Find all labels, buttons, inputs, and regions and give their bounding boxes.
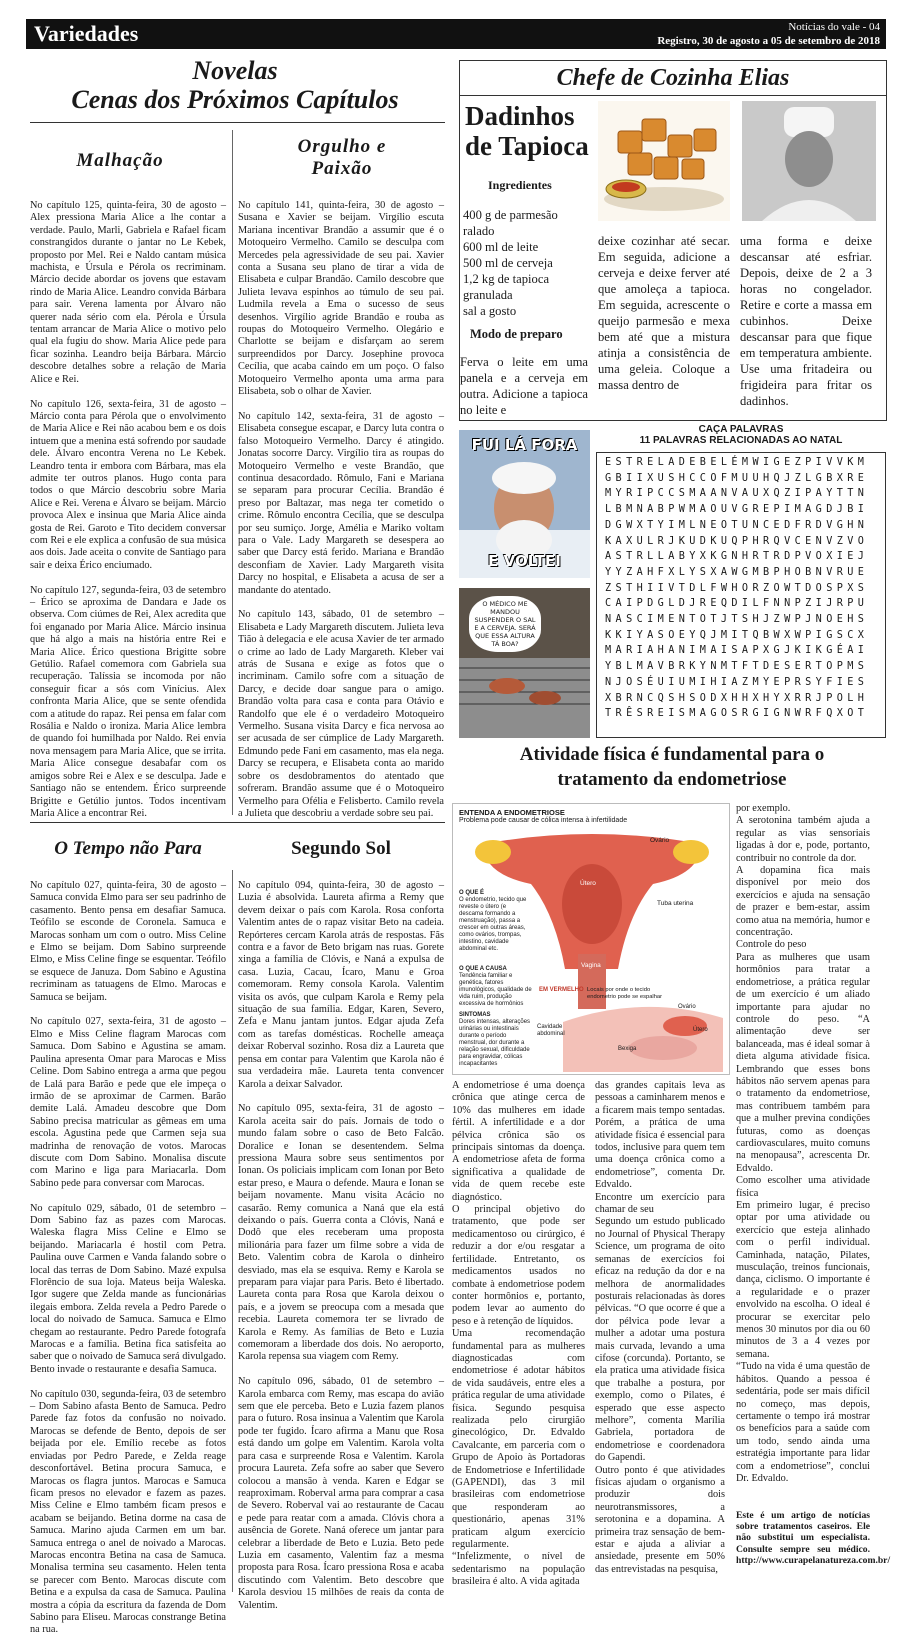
wordsearch-row: ZSTHIIVTDLFWHORZOWTDOSPXS bbox=[605, 582, 869, 594]
fig-bexiga: Bexiga bbox=[618, 1046, 637, 1052]
wordsearch-title: CAÇA PALAVRAS bbox=[698, 424, 784, 435]
wordsearch-heading bbox=[596, 424, 886, 446]
fig-ovario: Ovário bbox=[650, 837, 670, 844]
wordsearch-row: CAIPDGLDJREQDILFNNPZIJRPU bbox=[605, 598, 869, 610]
endo-title-line2: tratamento da endometriose bbox=[557, 769, 787, 790]
fig-oque-block bbox=[459, 890, 529, 953]
fig-vagina: Vagina bbox=[581, 962, 601, 969]
endo-title bbox=[452, 742, 892, 792]
wordsearch-subtitle: 11 PALAVRAS RELACIONADAS AO NATAL bbox=[639, 435, 843, 446]
orgulho-title bbox=[238, 136, 446, 180]
chef-box bbox=[459, 60, 887, 421]
novelas-title bbox=[30, 56, 440, 114]
wordsearch-row: KKIYASOEYQJMITQBWXWPIGSCX bbox=[605, 629, 869, 641]
endo-title-line1: Atividade física é fundamental para o bbox=[519, 744, 825, 765]
wordsearch-row: NASCIMENTOTJTSHJZWPJNOEHS bbox=[605, 614, 869, 626]
issue-date: Registro, 30 de agosto a 05 de setembro de 2018 bbox=[657, 35, 880, 47]
fig-locais: Locais por onde o tecido endometrio pode se espalhar bbox=[587, 987, 663, 1000]
endo-footnote: Este é um artigo de notícias sobre tratamentos caseiros. Ele não substitui um especialista. Consulte sempre seu médico. http://www.curapelanatureza.com.br/ bbox=[736, 1510, 891, 1566]
wordsearch-row: ASTRLLABYXKGNHRTRDPVOXIEJ bbox=[605, 551, 869, 563]
fig-tuba: Tuba uterina bbox=[657, 900, 694, 907]
orgulho-text: No capítulo 141, quinta-feira, 30 de agosto – Susana e Xavier se beijam. Virgílio escuta Mariana incentivar Brandão a assumir que é o Motoqueiro Vermelho. Camilo se desculpa com Mercedes pela agressividade de seu pai. Xavier conta a Susana seu plano de tirar a vida de Elisabeta e culpar Brandão. Camilo descobre que Julieta levava espinhos ao túmulo de seu pai. Ludmila revela a Ema o sucesso de seus desenhos. Virgílio agride Brandão e rouba as roupas do Motoqueiro Vermelho. Olegário e Charlotte se beijam e disfarçam ao serem surpreendidos por Darcy. Josephine provoca Cecília, que acaba caindo em um poço. O falso Motoqueiro Vermelho aponta uma arma para Elisabeta, sob o olhar de Xavier. No capítulo 142, sexta-feira, 31 de agosto – Elisabeta consegue escapar, e Darcy luta contra o falso Motoqueiro Vermelho. Darcy é atingido. Jonatas socorre Darcy. Virgílio tira as roupas do Motoqueiro Vermelho e veste Brandão, que continua desacordado. Rômulo, Fani e Mariana se separam para procurar Cecília. Brandão é preso por Baltazar, mas nega ter cometido o crime. Rômulo encontra Cecília, que se desculpa por seu sumiço. Jorge, Amélia e Mariko voltam para o Vale. Lady Margareth se desespera ao saber que Darcy está ferido. Mariana e Brandão desconfiam de Xavier. Lady Margareth visita Darcy no hospital, e Elisabeta a acusa de ser a mandante do atentado. No capítulo 143, sábado, 01 de setembro – Elisabeta e Lady Margareth discutem. Julieta leva Tião à delegacia e ele acusa Xavier de ter armado o crime ao lado de Lady Margareth. Kleber vai atrás de Susana e exige as fotos que o incriminam. Camilo sofre com a situação de Darcy, e decide doar sangue para o amigo. Brandão volta para casa e conta para Otávio e Randolfo que ele é o verdadeiro Motoqueiro Vermelho. Susana visita Darcy e fica nervosa ao ser acusada de ser cúmplice de Lady Margareth. Edmundo pede Fani em casamento, mas ela nega. Darcy se recupera, e Elisabeta conta ao marido sobre os desdobramentos do atentado que sofreram. Brandão assume que é o Motoqueiro Vermelho para Ofélia e Felisberto. Camilo revela a Julieta que descobriu a verdade sobre seu pai. bbox=[238, 200, 444, 819]
tapioca-photo bbox=[598, 101, 730, 221]
recipe-title bbox=[465, 101, 589, 161]
novelas-title-line2: Cenas dos Próximos Capítulos bbox=[71, 85, 399, 114]
fig-ovario-2: Ovário bbox=[678, 1004, 696, 1010]
wordsearch-row: XBRNCQSHSODXHHXHYXRRJPOLH bbox=[605, 692, 869, 704]
wordsearch-grid bbox=[596, 452, 886, 738]
endo-figure bbox=[452, 803, 730, 1075]
method-col1: Ferva o leite em uma panela e a cerveja em outra. Adicione a tapioca no leite e bbox=[460, 355, 588, 417]
method-col3: uma forma e deixe descansar até esfriar. Depois, deixe de 2 a 3 horas no congelador. Retire e corte a massa em cubinhos. Deixe descansar para que fique em temperatura ambiente. Use uma fritadeira ou frigideira para fritar os dadinhos. bbox=[740, 234, 872, 408]
col-divider-2 bbox=[232, 870, 233, 1592]
recipe-title-line2: de Tapioca bbox=[465, 131, 589, 161]
wordsearch-row: LBMNABPWMAOUVGREPIMAGDJBI bbox=[605, 504, 869, 516]
fig-title: ENTENDA A ENDOMETRIOSE bbox=[459, 808, 565, 817]
chef-photo bbox=[742, 101, 876, 221]
endo-col1: A endometriose é uma doença crônica que atinge cerca de 10% das mulheres em idade fértil. A infertilidade e a dor pélvica crônica são os principais sintomas da doença. A endometriose afeta de forma significativa a qualidade de vida de quem recebe este diagnóstico. O principal objetivo do tratamento, que pode ser medicamentoso ou cirúrgico, é reduzir a dor e/ou resgatar a fertilidade. Entretanto, os medicamentos usados no combate à endometriose podem conter hormônios e, portanto, podem levar ao aumento do peso e à retenção de líquidos. Uma recomendação fundamental para as mulheres diagnosticadas com endometriose é adotar hábitos de vida saudáveis, entre eles a prática regular de uma atividade física. Segundo pesquisa realizada pelo cirurgião ginecológico, Dr. Edvaldo Cavalcante, em parceria com o Grupo de Apoio às Portadoras de Endometriose e Infertilidade (GAPENDI), das 3 mil brasileiras com endometriose que responderam ao questionário, apenas 31% praticam algum exercício regularmente. “Infelizmente, o nível de sedentarismo na população brasileira é alto. A vida agitada bbox=[452, 1080, 585, 1588]
orgulho-title-line1: Orgulho e bbox=[297, 136, 387, 157]
wordsearch-row: YBLMAVBRKYNMTFTDESERTOPMS bbox=[605, 661, 869, 673]
section-header bbox=[26, 19, 886, 49]
fig-causa-heading: O QUE A CAUSA bbox=[459, 966, 507, 972]
fig-oque-heading: O QUE É bbox=[459, 890, 485, 896]
recipe-title-line1: Dadinhos bbox=[465, 101, 575, 131]
tempo-title: O Tempo não Para bbox=[54, 838, 202, 859]
chef-rule bbox=[460, 95, 886, 96]
mid-rule bbox=[30, 822, 445, 823]
wordsearch-row: DGWXTYIMLNEOTUNCEDFRDVGHN bbox=[605, 519, 869, 531]
ingredients-list: 400 g de parmesão ralado 600 ml de leite 500 ml de cerveja 1,2 kg de tapioca granulada sal a gosto bbox=[463, 208, 558, 318]
method-col2: deixe cozinhar até secar. Em seguida, adicione a cerveja e deixe ferver até que amoleça a tapioca. Em seguida, acrescente o queijo parmesão e mexa bem até que a mistura atinja a consistência de uma geleia. Coloque a massa dentro de bbox=[598, 234, 730, 392]
wordsearch-rows bbox=[605, 455, 885, 722]
fig-utero: Útero bbox=[580, 880, 596, 887]
malhacao-title: Malhação bbox=[76, 150, 164, 171]
fig-sint-heading: SINTOMAS bbox=[459, 1012, 491, 1018]
meme2-bubble: O MÉDICO ME MANDOU SUSPENDER O SAL E A CERVEJA. SERÁ QUE ESSA ALTURA TÁ BOA? bbox=[469, 596, 541, 652]
meme-bbq bbox=[459, 588, 590, 738]
fig-utero-2: Útero bbox=[693, 1027, 708, 1033]
title-rule bbox=[30, 122, 445, 123]
novelas-title-line1: Novelas bbox=[192, 56, 278, 85]
meme1-top: FUI LÁ FORA bbox=[471, 436, 578, 454]
wordsearch-row: ESTRELADEBELÉMWIGEZPIVVKM bbox=[605, 457, 869, 468]
method-label: Modo de preparo bbox=[470, 327, 563, 341]
meme1-bottom: E VOLTEI bbox=[488, 552, 561, 570]
tempo-text: No capítulo 027, quinta-feira, 30 de agosto – Samuca convida Elmo para ser seu padrinho de casamento. Bento pensa em desafiar Samuca. Teófilo se esconde de Coronela. Samuca e Marocas sonham um com o outro. Miss Celine e Elmo se beijam. Dom Sabino surpreende Elmo, e Miss Celine finge se esquentar. Teófilo se esquece de Januza. Dom Sabino e Agustina recriminam as tatuagens de Elmo. Marocas e Samuca se beijam. No capítulo 027, sexta-feira, 31 de agosto – Elmo e Miss Celine flagram Marocas com Samuca. Dom Sabino e Agustina se amam. Paulina apresenta Omar para Marocas e Miss Celine. Dom Sabino entrega a arma que pegou de Lalá para Barão e pede que ele impeça o irmão de se aproximar de Carmen. Barão demite Lalá. Amadeu descobre que Dom Sabino precisa matricular as gêmeas em uma escola. Agustina pede que Carmen seja sua madrinha de renovação de votos. Marocas discute com Dom Sabino. Monalisa discute com Marino e liga para Mariacarla. Dom Sabino pede para conversar com Marocas. No capítulo 029, sábado, 01 de setembro – Dom Sabino faz as pazes com Marocas. Waleska flagra Miss Celine e Elmo se beijando. Mariacarla é hostil com Petra. Paulina ouve Carmen e Vanda falando sobre o local das terras de Dom Sabino. Mazé expulsa Florêncio de sua loja. Mateus beija Waleska. Igor sugere que Zelda mande as funcionárias ilegais embora. Zelda revela a Pedro Parede o local do noivado de Samuca. Samuca e Elmo chegam ao restaurante. Pedro Parede fotografa Marocas e a família. Betina fica satisfeita ao saber que o noivado de Samuca será divulgado. Bento invade o restaurante e desafia Samuca. No capítulo 030, segunda-feira, 03 de setembro – Dom Sabino afasta Bento de Samuca. Pedro Parede faz fotos da confusão no noivado. Marocas se defende de Bento, depois de ser beijada por ele. Emílio recebe as fotos enviadas por Pedro Parede, e Zelda reage desconfortável. Betina procura Samuca, e Marocas os flagra juntos. Marocas e Samuca ficam presos no elevador e fazem as pazes. Miss Celine e Elmo também ficam presos e acabam se beijando. Betina dorme na casa de Samuca. Marino ajuda Carmen em um bar. Samuca entrega o anel de noivado a Marocas. Marocas encontra Betina na casa de Samuca. Monalisa termina seu casamento. Helen tenta se parecer com Bento. Marocas discute com Betina e a expulsa da casa de Samuca. Paulina mostra a cópia da escritura da fazenda de Dom Sabino para Eliseu. Marocas constrange Betina na rua. bbox=[30, 880, 226, 1636]
wordsearch-row: KAXULRJKUDKUQPHRQVCENVZVO bbox=[605, 535, 869, 547]
orgulho-title-line2: Paixão bbox=[311, 158, 373, 179]
segundo-text: No capítulo 094, quinta-feira, 30 de agosto – Luzia é absolvida. Laureta afirma a Remy que devem deixar o país com Karola. Rosa conforta Valentim antes de o rapaz visitar Beto na cadeia. Repórteres cercam Karola atrás de respostas. Fãs contra e a favor de Beto brigam nas ruas. Gorete xinga a família de Clóvis, e Naná a expulsa de casa. Luzia, Cacau, Ícaro, Manu e Groa comemoram. Remy consola Karola. Valentim visita os avós, que culpam Karola e Remy pela situação de sua família. Edgar, Karen, Severo, Zefa e Manu jantam juntos. Edgar ajuda Zefa com as tarefas domésticas. Rochelle ameaça deixar Roberval sozinho. Rosa diz a Laureta que pensa em contar para Valentim que Karola não é sua verdadeira mãe. Laureta tenta convencer Karola a deixar Salvador. No capítulo 095, sexta-feira, 31 de agosto – Karola aceita sair do país. Jornais de todo o mundo falam sobre o caso de Beto Falcão. Doralice e Ionan se desentendem. Selma pressiona Maura sobre seus sentimentos por Ionan. Os policiais implicam com Ionan por Beto estar preso, e Maura o defende. Maura e Ionan se beijam novamente. Manu visita Acácio no casarão. Remy comunica a Naná que ela está deixando o país. Guerra conta a Clóvis, Naná e Dodô que eles receberam uma proposta milionária para fazer um filme sobre a vida de Beto. Valentim cobra de Karola o dinheiro desviado, mas ela se esquiva. Remy e Karola se preparam para viajar para Paris. Beto é libertado. Laureta conta para Rosa que Karola deixou o país, e a jovem se preocupa com a mesada que recebia. Laureta comemora ter se livrado de Karola e Remy. As famílias de Beto e Luzia comemoram a liberdade dos dois. No aeroporto, Karola repensa sua viagem com Remy. No capítulo 096, sábado, 01 de setembro – Karola embarca com Remy, mas escapa do avião sem que ele perceba. Beto e Luzia fazem planos para o futuro. Rosa insinua a Valentim que Karola pode ter fugido. Ícaro afirma a Manu que Rosa está dando um golpe em Valentim. Karola volta para casa e surpreende Rosa e Valentim. Karola procura Laureta. Zefa sofre ao saber que Severo colocou a mansão à venda. Karen e Edgar se reaproximam. Roberval arma para comprar a casa de Severo. Roberval vai ao restaurante de Cacau e pede para reatar com a amada. Clóvis chora a ausência de Gorete. Naná oferece um jantar para celebrar a liberdade de Beto e Luzia. Beto pede Luzia em casamento, Valentim faz a mesma proposta para Rosa. Ícaro pressiona Rosa e acaba discutindo com Valentim. Beto descobre que Karola desviou 15 milhões de reais da conta de Valentim. bbox=[238, 880, 444, 1611]
endo-col3: por exemplo. A serotonina também ajuda a regular as vias sensoriais ligadas à dor e, pode, portanto, contribuir no controle da dor. A dopamina fica mais disponível por meio dos exercícios e ajuda na sensação de prazer e bem-estar, assim como atua na memória, humor e concentração. Controle do peso Para as mulheres que usam hormônios para tratar a endometriose, a prática regular de um exercício é um aliado importante para ajudar no controle do peso. “A alimentação deve ser balanceada, mas é ideal somar à dieta alguma atividade física. Lembrando que esses bons hábitos não servem apenas para o tratamento da endometriose, mas contribuem também para que a mulher previna condições futuras, como as doenças cardiovasculares, muito comuns na menopausa”, acrescenta Dr. Edvaldo. Como escolher uma atividade física Em primeiro lugar, é preciso optar por uma atividade ou exercício que esteja alinhado com o perfil individual. Caminhada, natação, Pilates, musculação, treinos funcionais, dança, ciclismo. O importante é a regularidade e o prazer envolvido na escolha. O ideal é procurar se exercitar pelo menos 30 minutos por dia ou 60 minutos de 3 a 4 vezes por semana. “Tudo na vida é uma questão de hábitos. Quando a pessoa é sedentária, pode ser mais difícil no começo, mas depois, certamente o tempo irá mostrar os benefícios para a saúde com um todo, sendo ainda uma estratégia importante para lidar com a endometriose”, conclui Dr. Edvaldo. bbox=[736, 803, 870, 1484]
col-divider bbox=[232, 130, 233, 815]
fig-causa-text: Tendência familiar e genética, fatores imunológicos, qualidade de vida ruim, produção excessiva de hormônios bbox=[459, 973, 532, 1007]
paper-page: Notícias do vale - 04 bbox=[788, 21, 880, 33]
wordsearch-row: MARIAHANIMAISAPXGJKIKGÉAI bbox=[605, 645, 869, 657]
malhacao-text: No capítulo 125, quinta-feira, 30 de agosto – Alex pressiona Maria Alice a lhe contar a verdade. Paulo, Marli, Gabriela e Rafael ficam constrangidos durante o jantar no Le Kebek, proposto por Mel. Rei e Naldo cantam música machista, e Úrsula e Pérola os recriminam. Márcio decide abordar os jovens que estavam rindo de Maria Alice. Leandro convida Bárbara para sair. Verena lamenta por Álvaro não querer nada sério com ela. Pérola e Úrsula tentam arrancar de Maria Alice o motivo pelo qual ela fugiu do show. Maria Alice pede para ficar sozinha. Leandro beija Bárbara. Márcio descobre detalhes sobre a relação de Maria Alice e Rei. No capítulo 126, sexta-feira, 31 de agosto – Márcio conta para Pérola que o envolvimento de Maria Alice e Rei não acabou bem e os dois intuem que a menina está sofrendo por saudade dele. Álvaro encontra Verena no Le Kebek. Leandro tenta ir embora com Bárbara, mas ela admite ter outros planos. Hugo conta para todos o que Márcio descobriu sobre Maria Alice e Rei. Verena e Álvaro se beijam. Márcio provoca Alex e insinua que Maria Alice ainda gosta de Rei. Garoto e Tito decidem conversar com Rei e ele explica a confusão de sua música aos dois. Jade aceita o convite de Santiago para sair e deixa Érico enciumado. No capítulo 127, segunda-feira, 03 de setembro – Érico se aproxima de Dandara e Jade os observa. Com ciúmes de Rei, Alex acredita que foi enganado por Maria Alice. Márcio insinua que há algo a mais na história entre Rei e Maria Alice. Érico questiona Brigitte sobre Getúlio. Rafael comemora com Gabriela sua recuperação. Talíssia se incomoda por não conseguir ficar a sós com Vinícius. Alex confronta Maria Alice, que se sente ofendida com a atitude do rapaz. Rei pensa em falar com Rosália e Naldo o ironiza. Maria Alice lembra de quando foi humilhada por Naldo. Rei envia nova mensagem para Maria Alice, que se irrita. Maria Alice consegue desabafar com os amigos sobre Rei e Alex e se desculpa. Jade e Santiago não se entendem. Érico surpreende Brigitte e Getúlio juntos. Todos incentivam Maria Alice a encontrar Rei. bbox=[30, 200, 226, 819]
wordsearch-row: NJOSÉUIUMIHIAZMYEPRSYFIES bbox=[605, 676, 869, 688]
wordsearch-row: MYRIPCCSMAANVAUXQZIPAYTTN bbox=[605, 488, 869, 500]
chef-heading: Chefe de Cozinha Elias bbox=[556, 65, 790, 91]
section-title: Variedades bbox=[34, 21, 139, 46]
fig-oque-text: O endometrio, tecido que reveste o útero (e descama formando a menstruação), passa a crescer em outras áreas, como ovários, trompas, intestino, cavidade abdominal etc. bbox=[459, 897, 527, 952]
meme-snow bbox=[459, 430, 590, 578]
fig-sint-block bbox=[459, 1012, 535, 1068]
ingredients-label: Ingredientes bbox=[488, 178, 552, 192]
endo-col2: das grandes capitais leva as pessoas a caminharem menos e a ficarem mais tempo sentadas. Porém, a prática de uma atividade física é essencial para todos, inclusive para quem tem uma doença crônica como a endometriose”, comenta Dr. Edvaldo. Encontre um exercício para chamar de seu Segundo um estudo publicado no Journal of Physical Therapy Science, um programa de oito semanas de exercícios foi eficaz na redução da dor e na melhora de anormalidades posturais relacionadas às dores pélvicas. “O que ocorre é que a dor pélvica pode levar a mulher a adotar uma postura mais curvada, levando a uma cifose (corcunda). Portanto, se ela pratica uma atividade física que trabalhe a postura, por exemplo, como o Pilates, é esperado que esse aspecto melhore”, comenta Marília Gabriela, portadora de endometriose e coordenadora do Gapendi. Outro ponto é que atividades físicas ajudam o organismo a produzir dois neurotransmissores, a serotonina e a dopamina. A primeira traz sensação de bem-estar e ajuda a aliviar a ansiedade, presente em 50% das entrevistadas na pesquisa, bbox=[595, 1080, 725, 1575]
wordsearch-row: GBIIXUSHCCOFMUUHQJZLGBXRE bbox=[605, 472, 869, 484]
fig-subtitle: Problema pode causar de cólica intensa à infertilidade bbox=[459, 817, 628, 824]
segundo-title: Segundo Sol bbox=[291, 838, 391, 859]
wordsearch-row: YYZAHFXLYSXAWGMBPHOBNVRUE bbox=[605, 566, 869, 578]
fig-em-vermelho: EM VERMELHO bbox=[539, 987, 584, 993]
wordsearch-row: TRÊSREISMAGOSRGIGNWRFQXOT bbox=[605, 708, 869, 720]
fig-cavidade: Cavidade abdominal bbox=[537, 1024, 565, 1037]
fig-sint-text: Dores intensas, alterações urinárias ou intestinais durante o período menstrual, dor durante a relação sexual, dificuldade para engravidar, cólicas incapacitantes bbox=[459, 1019, 531, 1067]
fig-causa-block bbox=[459, 966, 535, 1008]
